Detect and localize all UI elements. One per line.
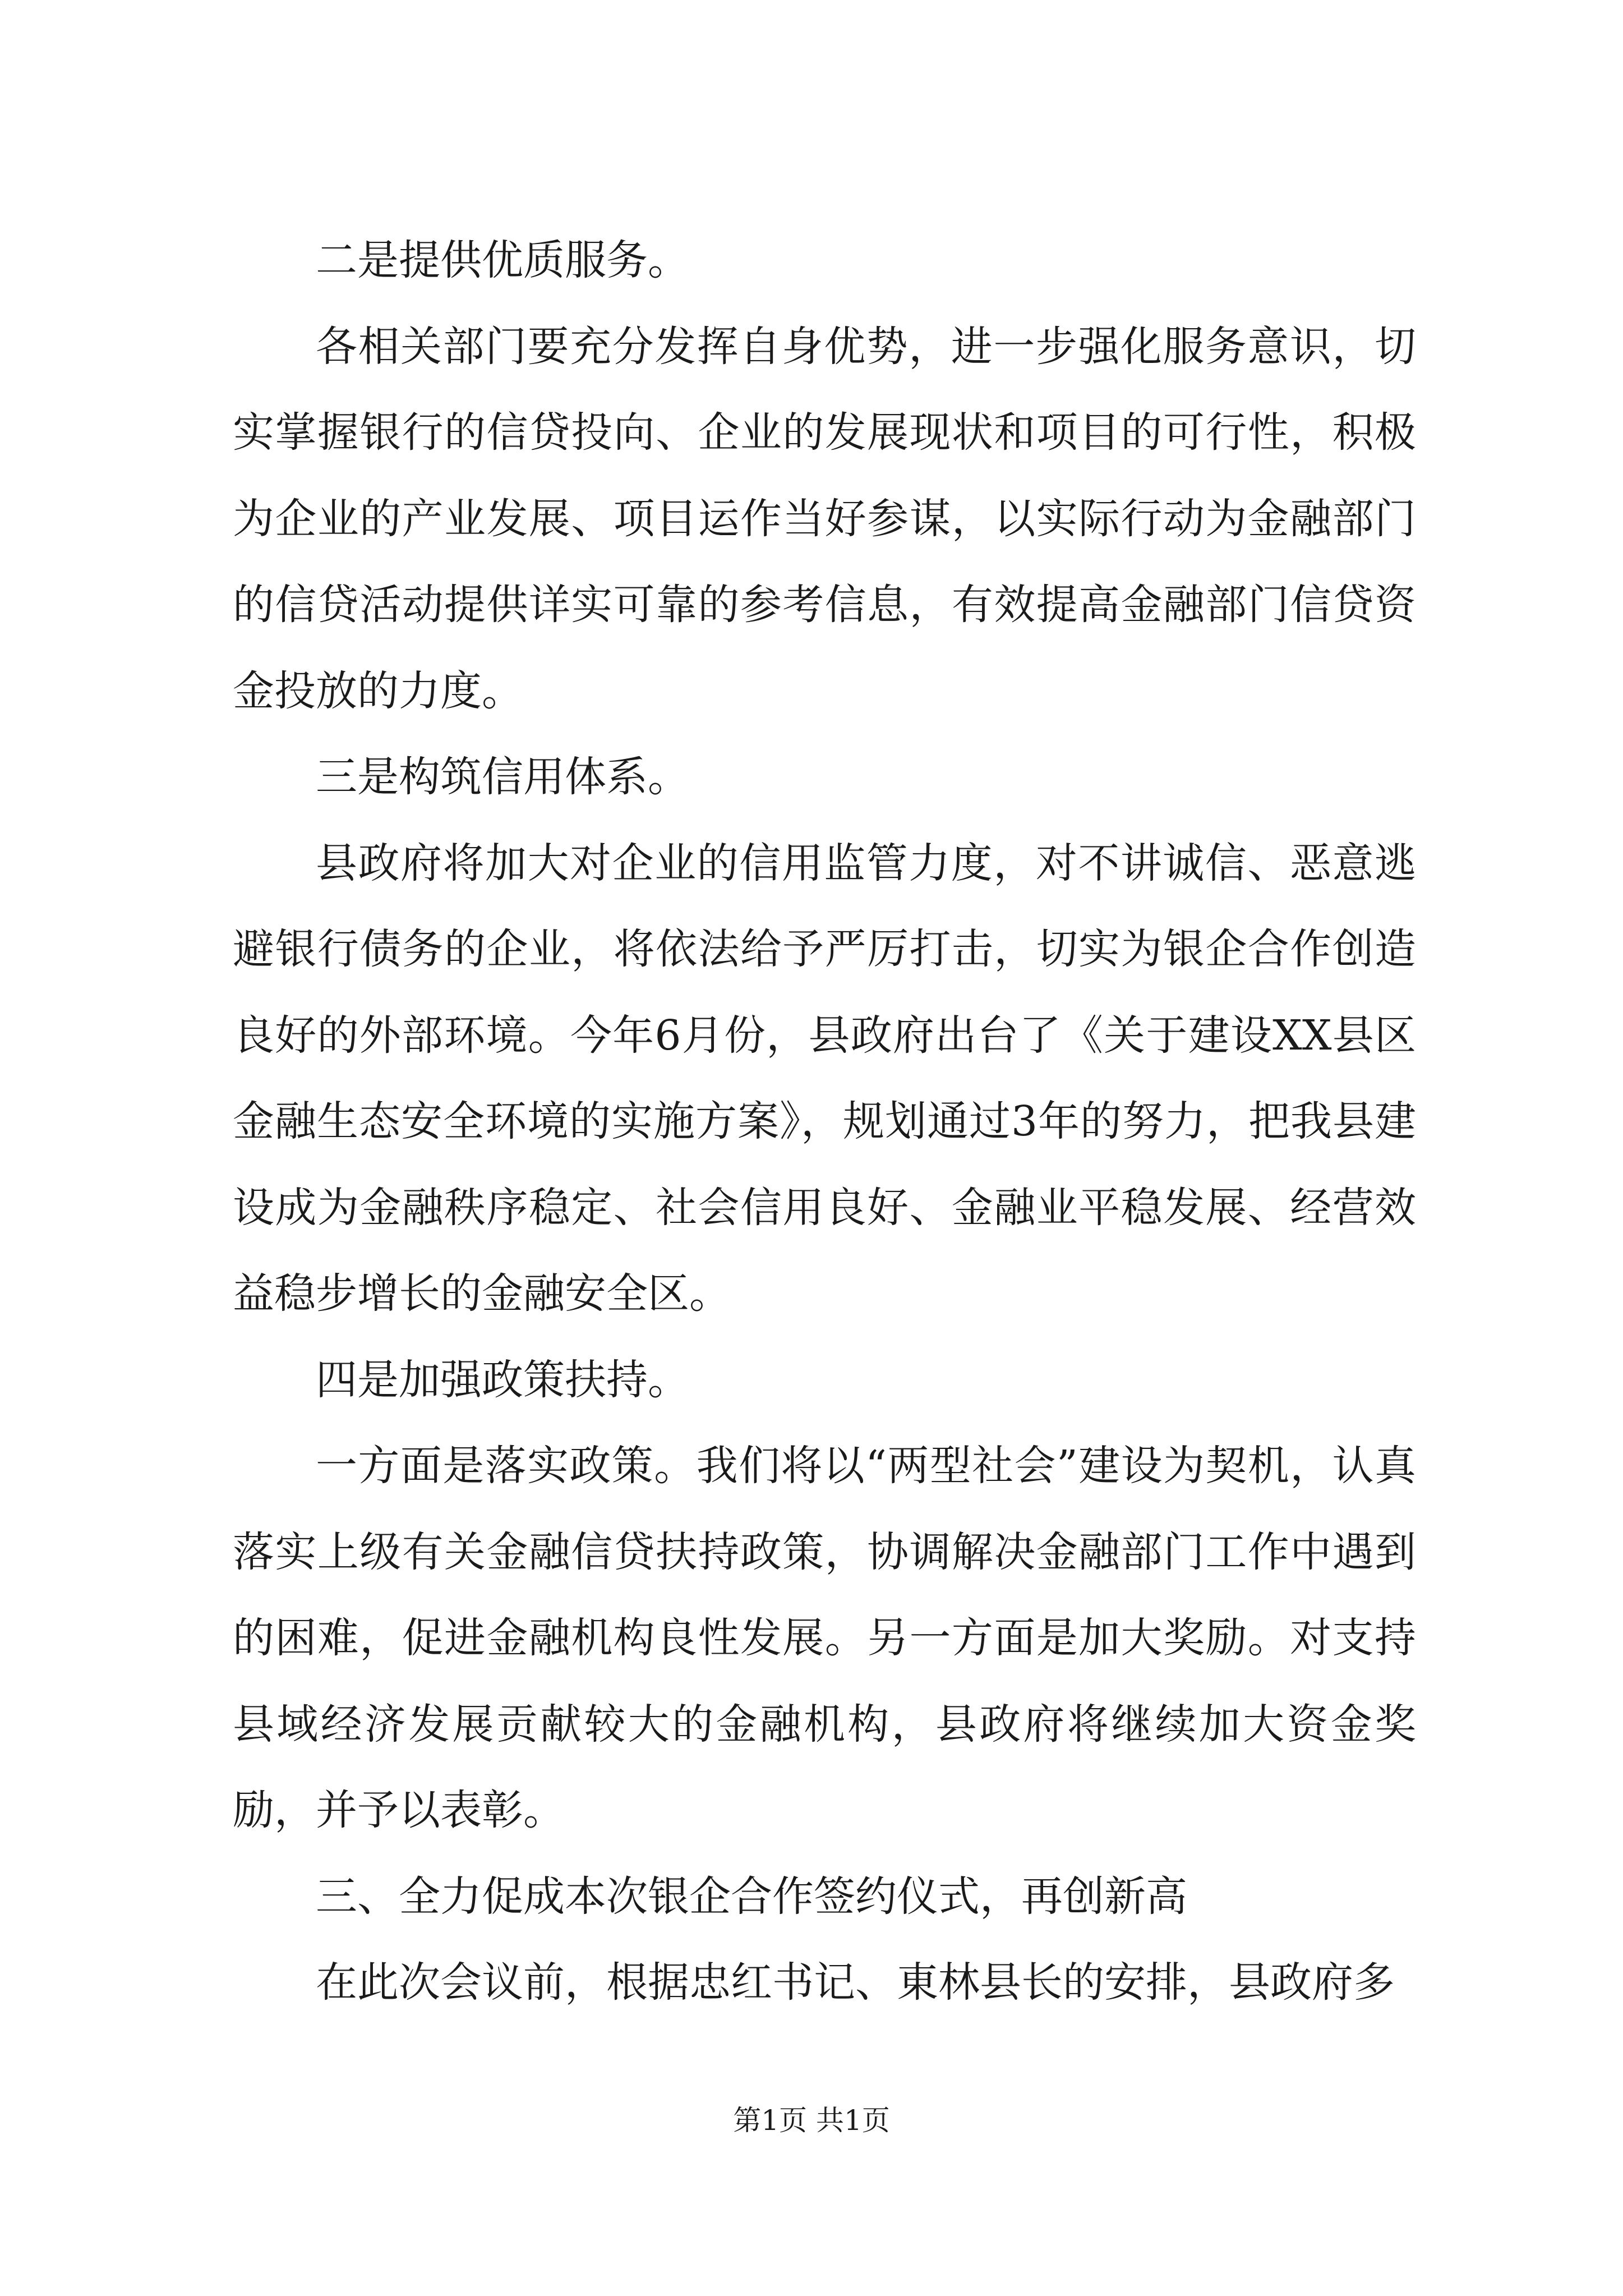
paragraph-heading-credit: 三是构筑信用体系。 bbox=[316, 753, 689, 801]
paragraph-heading-signing: 三、全力促成本次银企合作签约仪式，再创新高 bbox=[316, 1872, 1187, 1921]
paragraph-service-body: 各相关部门要充分发挥自身优势，进一步强化服务意识，切实掌握银行的信贷投向、企业的发展现状和项目的可行性，积极为企业的产业发展、项目运作当好参谋，以实际行动为金融部门的信贷活动提供详实可靠的参考信息，有效提高金融部门信贷资金投放的力度。 bbox=[233, 322, 1416, 715]
paragraph-credit-body: 县政府将加大对企业的信用监管力度，对不讲诚信、恶意逃避银行债务的企业，将依法给予严厉打击，切实为银企合作创造良好的外部环境。今年6月份，县政府出台了《关于建设XX县区金融生态安全环境的实施方案》，规划通过3年的努力，把我县建设成为金融秩序稳定、社会信用良好、金融业平稳发展、经营效益稳步增长的金融安全区。 bbox=[233, 839, 1416, 1318]
document-body bbox=[233, 218, 1416, 2026]
paragraph-policy-body: 一方面是落实政策。我们将以“两型社会”建设为契机，认真落实上级有关金融信贷扶持政策，协调解决金融部门工作中遇到的困难，促进金融机构良性发展。另一方面是加大奖励。对支持县域经济发展贡献较大的金融机构，县政府将继续加大资金奖励，并予以表彰。 bbox=[233, 1442, 1416, 1834]
paragraph-heading-service: 二是提供优质服务。 bbox=[316, 236, 689, 284]
page-footer: 第1页 共1页 bbox=[733, 2104, 890, 2137]
paragraph-heading-policy: 四是加强政策扶持。 bbox=[316, 1355, 689, 1404]
paragraph-signing-body: 在此次会议前，根据忠红书记、東林县长的安排，县政府多 bbox=[316, 1958, 1395, 2007]
